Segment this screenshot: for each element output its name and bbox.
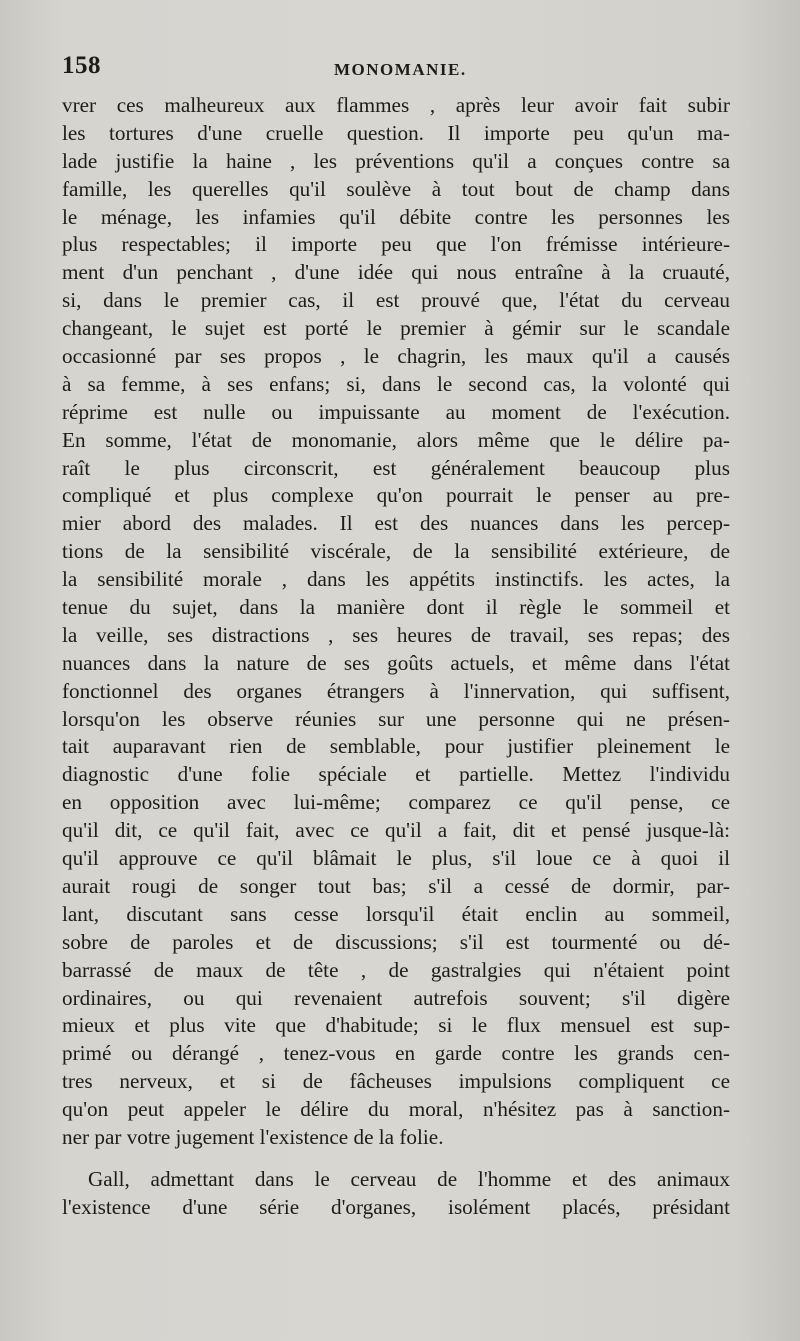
text-line: vrer ces malheureux aux flammes , après leur avoir fait subir: [62, 93, 730, 117]
text-line: lade justifie la haine , les préventions qu'il a conçues contre sa: [62, 148, 730, 173]
text-line: plus respectables; il importe peu que l'on frémisse intérieure-: [62, 232, 730, 257]
text-line: qu'il dit, ce qu'il fait, avec ce qu'il a fait, dit et pensé jusque-là:: [62, 818, 730, 843]
text-line: famille, les querelles qu'il soulève à tout bout de champ dans: [62, 176, 730, 201]
text-line: En somme, l'état de monomanie, alors même que le délire pa-: [62, 427, 730, 452]
text-line: lant, discutant sans cesse lorsqu'il était enclin au sommeil,: [62, 901, 730, 926]
text-line: raît le plus circonscrit, est généralement beaucoup plus: [62, 455, 730, 480]
text-line: ment d'un penchant , d'une idée qui nous entraîne à la cruauté,: [62, 260, 730, 285]
text-line: ner par votre jugement l'existence de la folie.: [62, 1124, 444, 1149]
page-number: 158: [62, 52, 101, 79]
text-line: tres nerveux, et si de fâcheuses impulsions compliquent ce: [62, 1069, 730, 1094]
text-line: à sa femme, à ses enfans; si, dans le second cas, la volonté qui: [62, 371, 730, 396]
paragraph-gap: [62, 1152, 730, 1166]
text-line: ordinaires, ou qui revenaient autrefois souvent; s'il digère: [62, 985, 730, 1010]
text-line: le ménage, les infamies qu'il débite contre les personnes les: [62, 204, 730, 229]
text-line: tait auparavant rien de semblable, pour justifier pleinement le: [62, 734, 730, 759]
text-line: Gall, admettant dans le cerveau de l'homme et des animaux: [88, 1166, 730, 1191]
text-line: tenue du sujet, dans la manière dont il règle le sommeil et: [62, 595, 730, 620]
text-line: aurait rougi de songer tout bas; s'il a cessé de dormir, par-: [62, 873, 730, 898]
text-line: compliqué et plus complexe qu'on pourrait le penser au pre-: [62, 483, 730, 508]
text-line: la veille, ses distractions , ses heures de travail, ses repas; des: [62, 622, 730, 647]
page-header: [62, 52, 734, 86]
text-line: mier abord des malades. Il est des nuances dans les percep-: [62, 511, 730, 536]
page-bottom-margin: [0, 1200, 800, 1341]
text-line: fonctionnel des organes étrangers à l'innervation, qui suffisent,: [62, 678, 730, 703]
running-title: MONOMANIE.: [334, 60, 467, 79]
text-line: l'existence d'une série d'organes, isolément placés, présidant: [62, 1194, 730, 1219]
text-line: qu'il approuve ce qu'il blâmait le plus, s'il loue ce à quoi il: [62, 846, 730, 871]
text-line: nuances dans la nature de ses goûts actuels, et même dans l'état: [62, 650, 730, 675]
text-line: lorsqu'on les observe réunies sur une personne qui ne présen-: [62, 706, 730, 731]
text-line: qu'on peut appeler le délire du moral, n'hésitez pas à sanction-: [62, 1097, 730, 1122]
text-line: occasionné par ses propos , le chagrin, les maux qu'il a causés: [62, 344, 730, 369]
text-line: barrassé de maux de tête , de gastralgies qui n'étaient point: [62, 957, 730, 982]
text-line: primé ou dérangé , tenez-vous en garde contre les grands cen-: [62, 1041, 730, 1066]
text-line: mieux et plus vite que d'habitude; si le flux mensuel est sup-: [62, 1013, 730, 1038]
body-text: [62, 92, 730, 1222]
text-line: tions de la sensibilité viscérale, de la sensibilité extérieure, de: [62, 539, 730, 564]
text-line: les tortures d'une cruelle question. Il importe peu qu'un ma-: [62, 120, 730, 145]
text-line: en opposition avec lui-même; comparez ce qu'il pense, ce: [62, 790, 730, 815]
text-line: la sensibilité morale , dans les appétits instinctifs. les actes, la: [62, 567, 730, 592]
text-line: changeant, le sujet est porté le premier à gémir sur le scandale: [62, 316, 730, 341]
text-line: réprime est nulle ou impuissante au moment de l'exécution.: [62, 399, 730, 424]
text-line: diagnostic d'une folie spéciale et partielle. Mettez l'individu: [62, 762, 730, 787]
paragraph-1: [62, 92, 730, 1152]
text-line: si, dans le premier cas, il est prouvé que, l'état du cerveau: [62, 288, 730, 313]
text-line: sobre de paroles et de discussions; s'il est tourmenté ou dé-: [62, 929, 730, 954]
